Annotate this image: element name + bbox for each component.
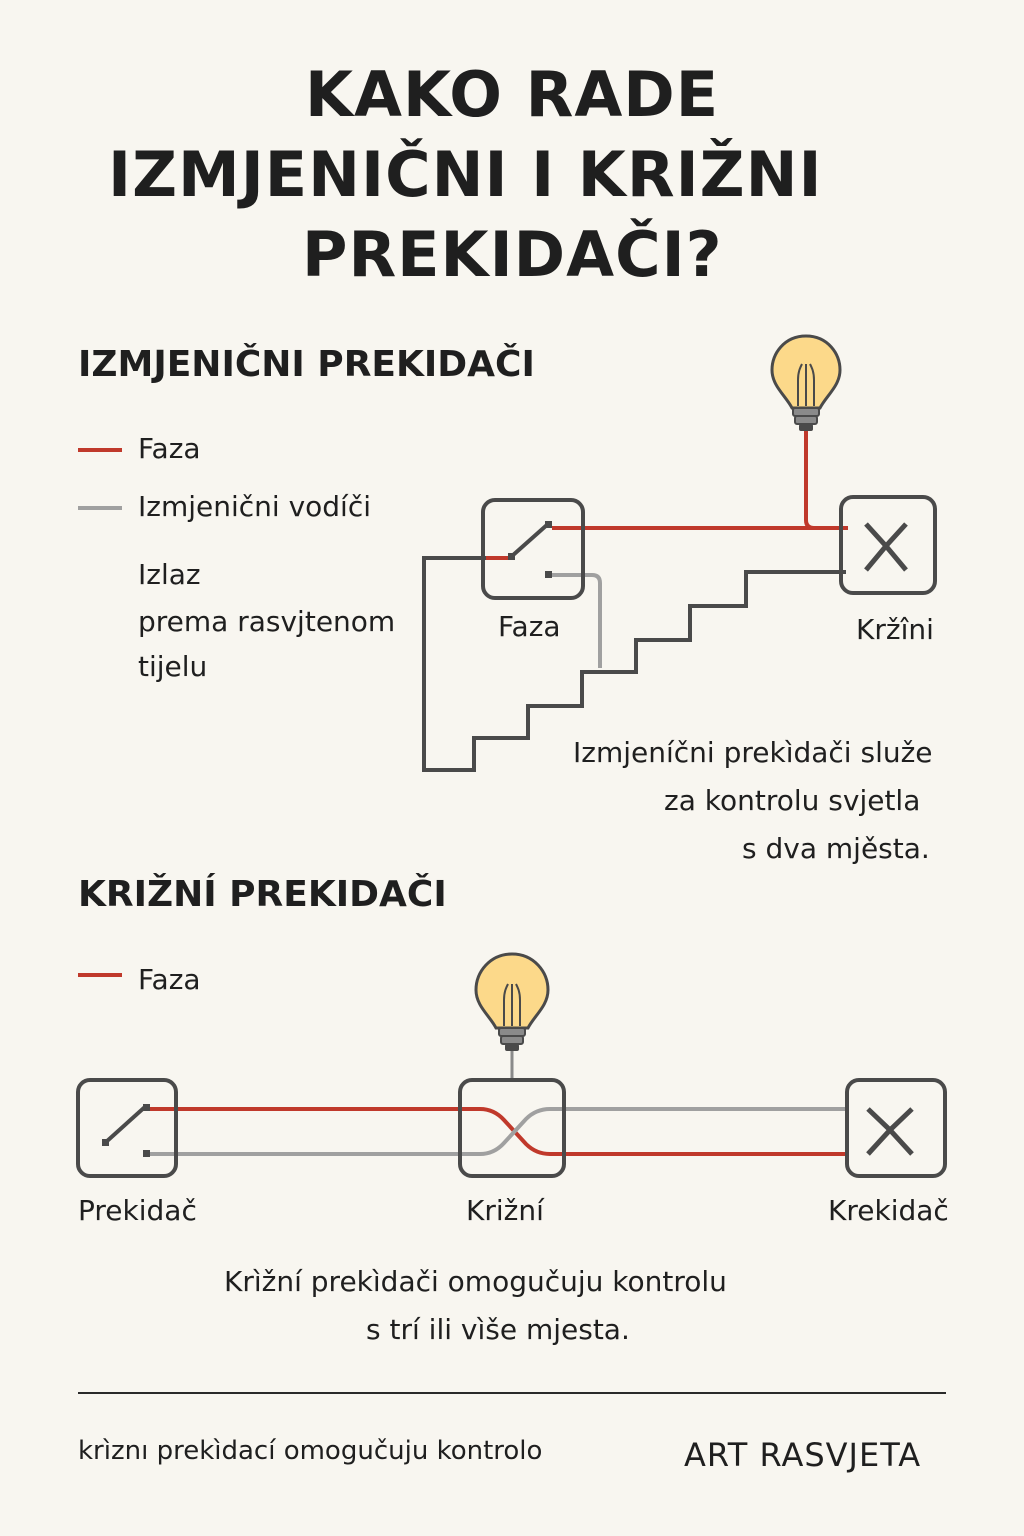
section-heading-two-way: IZMJENIČNI PREKIDAČI [78, 344, 535, 385]
brand-name: ART RASVJETA [684, 1436, 922, 1474]
light-bulb-icon [772, 336, 840, 431]
switch-box-left [78, 1080, 176, 1176]
legend-label-traveler: Izmjenični vodíči [138, 490, 372, 523]
description-two-way-line-2: za kontrolu svjetla [664, 784, 921, 817]
output-label-line-3: tĳelu [138, 650, 208, 683]
description-cross-line-2: s trí ili vìše mjesta. [366, 1313, 630, 1346]
title-line-3: PREKIDAČI? [302, 218, 723, 291]
legend-label-phase: Faza [138, 432, 201, 465]
title-line-2: IZMJENIČNI I KRIŽNI [108, 138, 823, 211]
switch-label-right: Krekidač [828, 1194, 949, 1227]
title-line-1: KAKO RADE [305, 58, 720, 131]
output-label-line-2: prema rasvjtenom [138, 605, 396, 638]
description-cross-line-1: Krìžní prekìdači omogučuju kontrolu [224, 1265, 727, 1298]
switch-label-phase: Faza [498, 610, 561, 643]
legend-label-phase-2: Faza [138, 963, 201, 996]
light-bulb-icon-2 [476, 954, 548, 1080]
footer-text: krìznı prekìdací omogučuju kontrolo [78, 1436, 543, 1466]
switch-box-cross [841, 497, 935, 593]
description-two-way-line-3: s dva mjěsta. [742, 832, 930, 865]
switch-box-phase [483, 500, 583, 598]
switch-label-cross: Kržîni [856, 613, 934, 646]
switch-box-right [847, 1080, 945, 1176]
staircase-wire [424, 558, 846, 770]
switch-label-middle: Križní [466, 1194, 544, 1227]
switch-label-left: Prekidač [78, 1194, 197, 1227]
description-two-way-line-1: Izmjeníčni prekìdači služe [573, 736, 933, 769]
output-label-line-1: Izlaz [138, 558, 201, 591]
traveler-wire-1 [552, 575, 600, 668]
section-heading-cross: KRIŽNÍ PREKIDAČI [78, 874, 447, 915]
